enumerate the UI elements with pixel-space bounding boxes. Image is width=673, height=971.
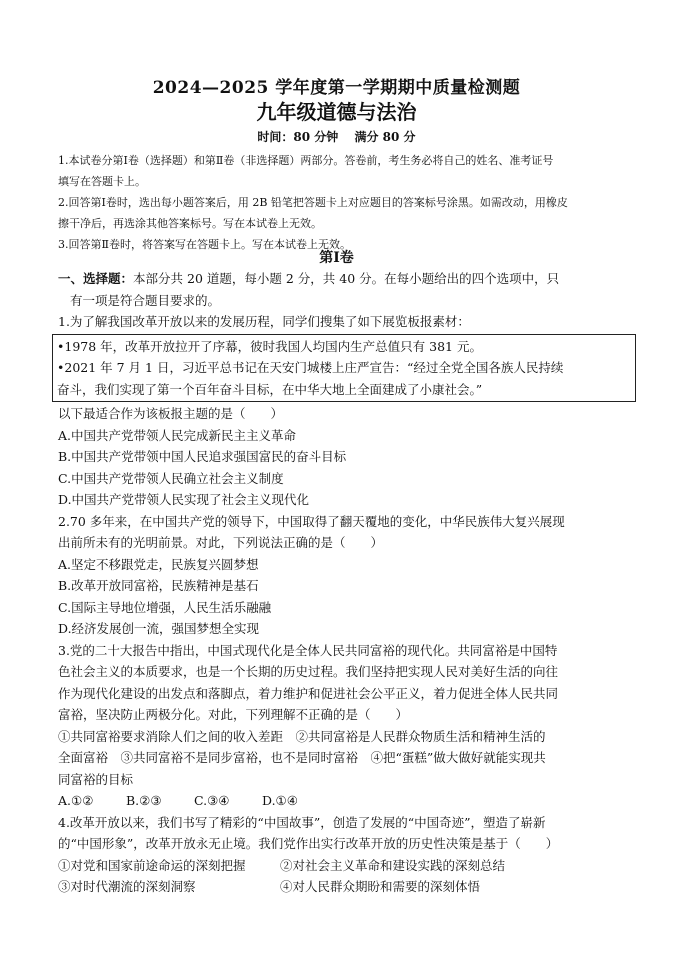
q1-material-line: 奋斗，我们实现了第一个百年奋斗目标，在中华大地上全面建成了小康社会。”	[57, 381, 483, 397]
q2-stem-cont: 出前所未有的光明前景。对此，下列说法正确的是（ ）	[58, 535, 384, 550]
q1-ask: 以下最适合作为该板报主题的是（ ）	[58, 406, 284, 421]
q2-option-c: C.国际主导地位增强，人民生活乐融融	[58, 599, 272, 615]
section-heading: 一、选择题：	[58, 271, 134, 286]
instruction-line: 1.本试卷分第Ⅰ卷（选择题）和第Ⅱ卷（非选择题）两部分。答卷前，考生务必将自己的姓名、准考证号	[58, 154, 554, 167]
q3-stem: 3.党的二十大报告中指出，中国式现代化是全体人民共同富裕的现代化。共同富裕是中国特	[58, 642, 558, 658]
q1-option-a: A.中国共产党带领人民完成新民主主义革命	[58, 427, 297, 443]
q1-option-c: C.中国共产党带领人民确立社会主义制度	[58, 470, 284, 486]
q4-items-row	[58, 855, 630, 877]
instruction-line: 填写在答题卡上。	[58, 175, 146, 188]
q1-material-box	[52, 334, 636, 403]
q4-items-row	[58, 876, 630, 898]
exam-meta	[0, 128, 673, 145]
q3-option-b: B.②③	[126, 793, 162, 808]
exam-subject: 九年级道德与法治	[256, 100, 417, 124]
instructions	[58, 150, 628, 255]
q1-stem: 1.为了解我国改革开放以来的发展历程，同学们搜集了如下展览板报素材：	[58, 314, 470, 329]
q1-material-line: •2021 年 7 月 1 日，习近平总书记在天安门城楼上庄严宣告：“经过全党全国各族人民持续	[57, 360, 564, 375]
q1-option-d: D.中国共产党带领人民实现了社会主义现代化	[58, 492, 310, 507]
q4-item-1: ①对党和国家前途命运的深刻把握	[58, 857, 246, 873]
q3-stem-cont: 色社会主义的本质要求，也是一个长期的历史过程。我们坚持把实现人民对美好生活的向往	[58, 664, 559, 679]
exam-title: 2024—2025 学年度第一学期期中质量检测题	[152, 78, 521, 98]
instruction-line: 3.回答第Ⅱ卷时，将答案写在答题卡上。写在本试卷上无效。	[58, 238, 351, 251]
q3-option-d: D.①④	[262, 793, 298, 808]
q1-option-b: B.中国共产党带领中国人民追求强国富民的奋斗目标	[58, 449, 347, 464]
q2-option-a: A.坚定不移跟党走，民族复兴圆梦想	[58, 556, 259, 572]
q4-stem: 4.改革开放以来，我们书写了精彩的“中国故事”，创造了发展的“中国奇迹”，塑造了崭新	[58, 814, 546, 830]
section-intro-text: 本部分共 20 道题，每小题 2 分，共 40 分。在每小题给出的四个选项中，只	[133, 271, 560, 286]
q2-option-b: B.改革开放同富裕，民族精神是基石	[58, 578, 259, 593]
volume-title: 第Ⅰ卷	[319, 250, 354, 266]
exam-score: 满分 80 分	[354, 130, 416, 144]
q3-items: ①共同富裕要求消除人们之间的收入差距 ②共同富裕是人民群众物质生活和精神生活的	[58, 728, 546, 744]
q2-option-d: D.经济发展创一流，强国梦想全实现	[58, 621, 260, 636]
q2-stem: 2.70 多年来，在中国共产党的领导下，中国取得了翻天覆地的变化，中华民族伟大复兴展现	[58, 513, 565, 529]
q3-option-c: C.③④	[194, 793, 230, 808]
q3-options	[58, 790, 630, 812]
section-intro	[58, 268, 630, 290]
instruction-line: 2.回答第Ⅰ卷时，选出每小题答案后，用 2B 铅笔把答题卡上对应题目的答案标号涂黑。如需改动，用橡皮	[58, 196, 568, 209]
q3-items-cont: 全面富裕 ③共同富裕不是同步富裕，也不是同时富裕 ④把“蛋糕”做大做好就能实现共	[58, 750, 546, 765]
q1-material-line: •1978 年，改革开放拉开了序幕，彼时我国人均国内生产总值只有 381 元。	[57, 338, 482, 354]
exam-time: 时间：80 分钟	[257, 130, 339, 144]
instruction-line: 擦干净后，再选涂其他答案标号。写在本试卷上无效。	[58, 217, 322, 230]
section-intro-cont: 有一项是符合题目要求的。	[70, 292, 221, 308]
q3-items-cont: 同富裕的目标	[58, 771, 134, 787]
q3-stem-cont: 作为现代化建设的出发点和落脚点，着力维护和促进社会公平正义，着力促进全体人民共同	[58, 685, 559, 701]
q4-item-4: ④对人民群众期盼和需要的深刻体悟	[280, 879, 481, 894]
q4-stem-cont: 的“中国形象”，改革开放永无止境。我们党作出实行改革开放的历史性决策是基于（ ）	[58, 836, 559, 851]
q4-item-2: ②对社会主义革命和建设实践的深刻总结	[280, 857, 506, 873]
q3-stem-cont: 富裕，坚决防止两极分化。对此，下列理解不正确的是（ ）	[58, 707, 409, 722]
questions-body	[58, 268, 630, 898]
q3-option-a: A.①②	[58, 793, 94, 808]
q4-item-3: ③对时代潮流的深刻洞察	[58, 879, 196, 894]
